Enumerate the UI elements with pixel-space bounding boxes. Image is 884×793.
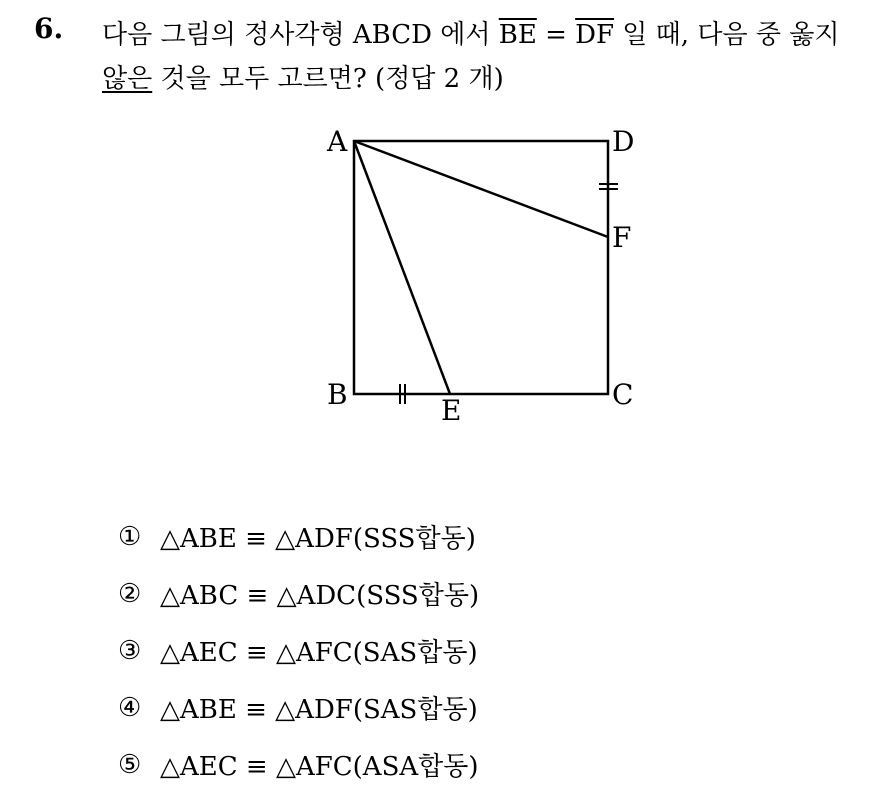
choice-3-number: ③ bbox=[118, 635, 142, 666]
label-c: C bbox=[612, 378, 634, 411]
choice-5-number: ⑤ bbox=[118, 749, 142, 780]
question-text-post: 일 때, 다음 중 옳지 bbox=[614, 20, 840, 50]
choice-4-text: △ABE ≡ △ADF(SAS합동) bbox=[160, 695, 478, 725]
choice-3-text: △AEC ≡ △AFC(SAS합동) bbox=[160, 638, 478, 668]
question-number: 6. bbox=[34, 12, 64, 45]
choice-2-number: ② bbox=[118, 578, 142, 609]
label-a: A bbox=[327, 125, 348, 158]
choice-5-text: △AEC ≡ △AFC(ASA합동) bbox=[160, 752, 479, 782]
underlined-word: 않은 bbox=[102, 64, 153, 94]
choice-2-text: △ABC ≡ △ADC(SSS합동) bbox=[160, 581, 480, 611]
segment-df: $\overline{DF}$ bbox=[575, 20, 615, 50]
label-e: E bbox=[441, 394, 462, 427]
label-d: D bbox=[612, 125, 635, 158]
choice-1[interactable] bbox=[118, 508, 479, 565]
segment-ae bbox=[354, 141, 450, 394]
label-b: B bbox=[327, 378, 348, 411]
choice-5[interactable] bbox=[118, 736, 479, 793]
choice-1-number: ① bbox=[118, 521, 142, 552]
choice-4-number: ④ bbox=[118, 692, 142, 723]
question-text-rest: 것을 모두 고르면? (정답 2 개) bbox=[152, 64, 504, 94]
choice-4[interactable] bbox=[118, 679, 479, 736]
equals-sign: = bbox=[536, 20, 576, 50]
answer-choices bbox=[118, 508, 479, 793]
square-abcd bbox=[354, 141, 608, 394]
segment-af bbox=[354, 141, 608, 237]
choice-2[interactable] bbox=[118, 565, 479, 622]
choice-1-text: △ABE ≡ △ADF(SSS합동) bbox=[160, 524, 476, 554]
segment-be: $\overline{BE}$ bbox=[498, 20, 537, 50]
choice-3[interactable] bbox=[118, 622, 479, 679]
question-text-pre: 다음 그림의 정사각형 ABCD 에서 bbox=[102, 20, 499, 50]
label-f: F bbox=[612, 221, 632, 254]
